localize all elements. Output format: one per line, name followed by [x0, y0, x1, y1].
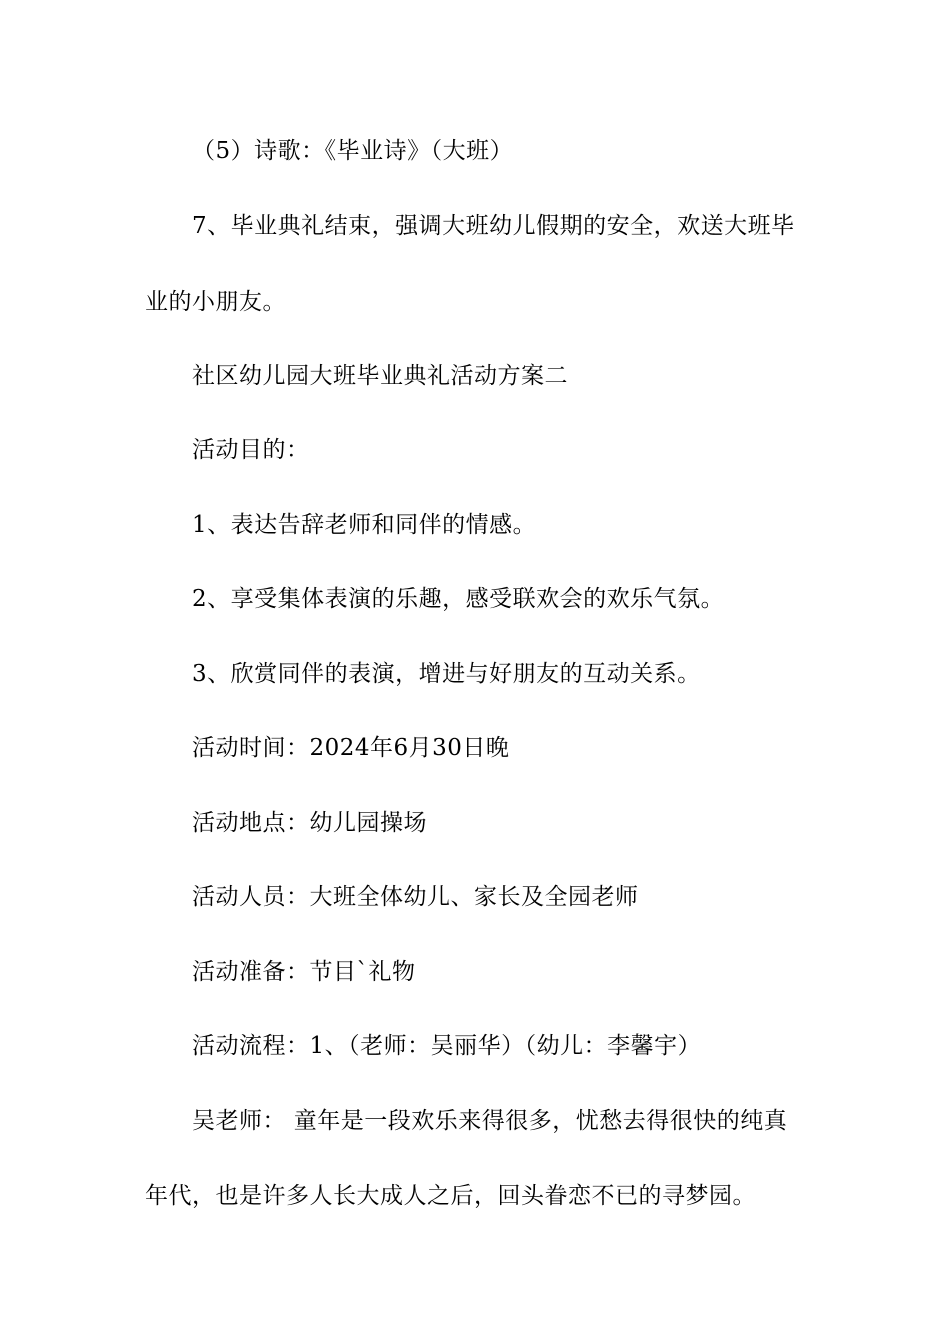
paragraph-line: （5）诗歌：《毕业诗》（大班）: [192, 138, 514, 164]
paragraph-line: 活动准备：节目`礼物: [192, 959, 416, 985]
paragraph-line: 年代，也是许多人长大成人之后，回头眷恋不已的寻梦园。: [145, 1183, 756, 1209]
paragraph-line: 吴老师： 童年是一段欢乐来得很多，忧愁去得很快的纯真: [192, 1108, 788, 1134]
paragraph-line: 3、欣赏同伴的表演，增进与好朋友的互动关系。: [192, 661, 701, 687]
paragraph-line: 活动目的：: [192, 437, 310, 463]
paragraph-line: 1、表达告辞老师和同伴的情感。: [192, 512, 537, 538]
paragraph-line: 业的小朋友。: [145, 289, 286, 315]
paragraph-line: 7、毕业典礼结束，强调大班幼儿假期的安全，欢送大班毕: [192, 213, 795, 239]
paragraph-line: 活动人员：大班全体幼儿、家长及全园老师: [192, 884, 639, 910]
paragraph-line: 活动地点：幼儿园操场: [192, 810, 427, 836]
section-title: 社区幼儿园大班毕业典礼活动方案二: [192, 363, 568, 389]
paragraph-line: 2、享受集体表演的乐趣，感受联欢会的欢乐气氛。: [192, 586, 725, 612]
paragraph-line: 活动时间：2024年6月30日晚: [192, 735, 510, 761]
paragraph-line: 活动流程：1、（老师：吴丽华）（幼儿：李馨宇）: [192, 1033, 702, 1059]
